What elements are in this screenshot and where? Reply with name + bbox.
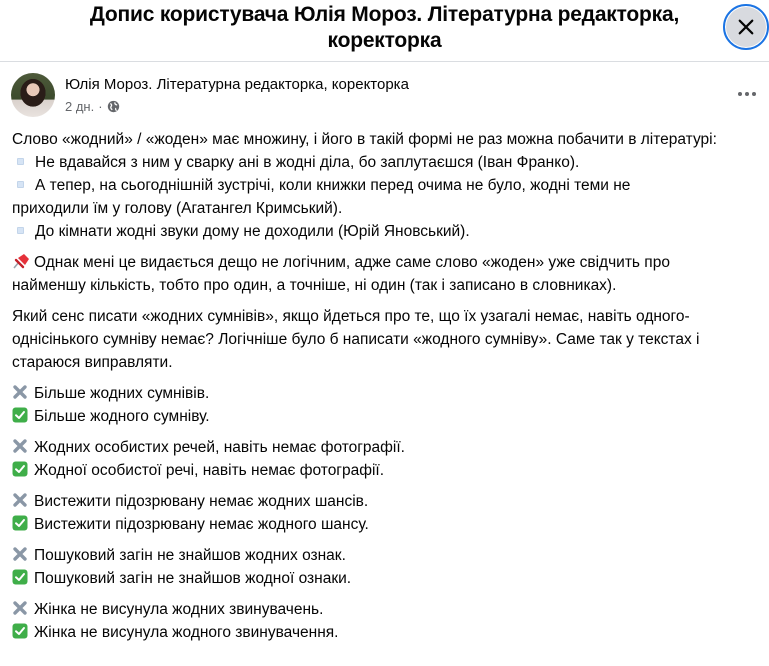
post-time-link[interactable]: 2 дн. (65, 99, 95, 114)
post-header (0, 62, 769, 122)
quote-line (12, 220, 762, 243)
avatar[interactable] (11, 73, 55, 117)
wrong-text: Пошуковий загін не знайшов жодних ознак. (34, 547, 346, 564)
pin-line (12, 251, 762, 274)
check-mark-button-icon (12, 461, 28, 477)
globe-icon[interactable] (107, 100, 120, 113)
wrong-text: Вистежити підозрювану немає жодних шансів. (34, 493, 369, 510)
dialog-header (0, 0, 769, 62)
quote-text: А тепер, на сьогоднішній зустрічі, коли книжки перед очима не було, жодні теми не (35, 177, 631, 194)
pin-text: Однак мені це видається дещо не логічним, адже саме слово «жоден» уже свідчить про (34, 254, 670, 271)
right-text: Більше жодного сумніву. (34, 408, 210, 425)
wrong-text: Жодних особистих речей, навіть немає фотографії. (34, 439, 405, 456)
pin-text-cont: найменшу кількість, тобто про один, а точніше, ні один (так і записано в словниках). (12, 277, 617, 294)
right-example (12, 567, 762, 590)
right-example (12, 405, 762, 428)
bullet-square-icon (17, 158, 24, 165)
check-mark-button-icon (12, 623, 28, 639)
example-pair (12, 382, 762, 428)
wrong-text: Більше жодних сумнівів. (34, 385, 210, 402)
quote-text: До кімнати жодні звуки дому не доходили (Юрій Яновський). (35, 223, 470, 240)
right-example (12, 621, 762, 644)
wrong-example (12, 436, 762, 459)
close-icon (737, 18, 755, 36)
intro-text: Слово «жодний» / «жоден» має множину, і його в такій формі не раз можна побачити в літературі: (12, 131, 717, 148)
reasoning-paragraph (12, 305, 762, 374)
cross-mark-icon (12, 600, 28, 616)
more-dot (745, 92, 749, 96)
pin-paragraph (12, 251, 762, 297)
examples-list (12, 382, 762, 644)
example-pair (12, 598, 762, 644)
quote-line (12, 174, 762, 197)
author-name-link[interactable]: Юлія Мороз. Літературна редакторка, коректорка (65, 76, 409, 93)
check-mark-button-icon (12, 515, 28, 531)
right-text: Вистежити підозрювану немає жодного шансу. (34, 516, 369, 533)
wrong-example (12, 544, 762, 567)
right-text: Жодної особистої речі, навіть немає фотографії. (34, 462, 385, 479)
more-dot (752, 92, 756, 96)
dialog-title: Допис користувача Юлія Мороз. Літературна редакторка, коректорка (89, 3, 680, 52)
right-example (12, 459, 762, 482)
reasoning-text: однісінького сумніву немає? Логічніше було б написати «жодного сумніву». Саме так у текстах і (12, 331, 700, 348)
post-body (12, 128, 762, 652)
quote-text: Не вдавайся з ним у сварку ані в жодні діла, бо заплутаєшся (Іван Франко). (35, 154, 580, 171)
intro-paragraph (12, 128, 762, 243)
more-options-button[interactable] (734, 84, 760, 104)
wrong-example (12, 382, 762, 405)
reasoning-text: Який сенс писати «жодних сумнівів», якщо йдеться про те, що їх узагалі немає, навіть одного- (12, 308, 690, 325)
post-meta (65, 99, 120, 114)
cross-mark-icon (12, 384, 28, 400)
quote-line-continued: приходили їм у голову (Агатангел Кримський). (12, 200, 343, 217)
right-text: Жінка не висунула жодного звинувачення. (34, 624, 339, 641)
check-mark-button-icon (12, 569, 28, 585)
cross-mark-icon (12, 546, 28, 562)
pushpin-icon (12, 253, 30, 269)
check-mark-button-icon (12, 407, 28, 423)
example-pair (12, 490, 762, 536)
cross-mark-icon (12, 492, 28, 508)
example-pair (12, 436, 762, 482)
wrong-example (12, 598, 762, 621)
meta-separator: · (98, 99, 103, 114)
right-example (12, 513, 762, 536)
reasoning-text: стараюся виправляти. (12, 354, 173, 371)
cross-mark-icon (12, 438, 28, 454)
bullet-square-icon (17, 181, 24, 188)
wrong-example (12, 490, 762, 513)
close-button[interactable] (723, 4, 769, 50)
quote-line (12, 151, 762, 174)
bullet-square-icon (17, 227, 24, 234)
wrong-text: Жінка не висунула жодних звинувачень. (34, 601, 324, 618)
example-pair (12, 544, 762, 590)
right-text: Пошуковий загін не знайшов жодної ознаки. (34, 570, 352, 587)
more-horizontal-icon (738, 92, 742, 96)
